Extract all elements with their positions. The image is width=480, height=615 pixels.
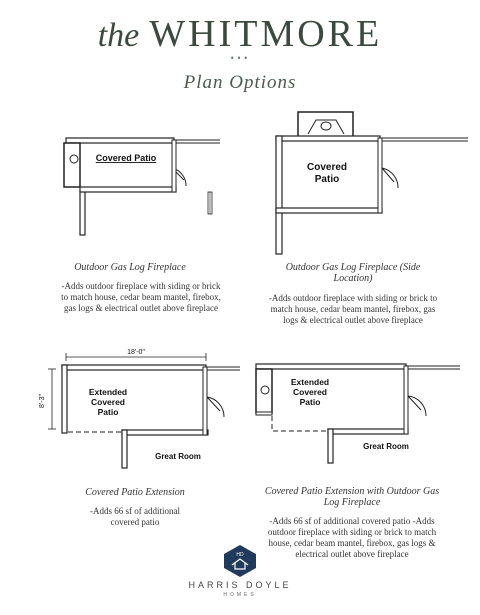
plan-option-3-room: Great Room <box>155 452 201 461</box>
plan-option-2-label-line1: Covered <box>306 162 348 173</box>
plan-option-1-label: Covered Patio <box>95 153 157 163</box>
title-ornament: ••• <box>229 54 251 63</box>
option-2-description: -Adds outdoor fireplace with siding or brick to match house, cedar beam mantel, firebox, gas logs & electrical outlet above fireplace <box>268 293 438 325</box>
title-prefix: the <box>97 17 140 54</box>
option-3-caption: Covered Patio Extension <box>85 487 185 498</box>
plan-option-4-room: Great Room <box>363 442 409 451</box>
option-4-caption: Covered Patio Extension with Outdoor Gas Log Fireplace <box>264 486 440 508</box>
plan-option-2-drawing <box>270 108 470 258</box>
plan-option-3-drawing <box>40 345 240 470</box>
option-4-description: -Adds 66 sf of additional covered patio -Adds outdoor fireplace with siding or brick to match house, cedar beam mantel, firebox, gas logs & electrical outlet above fireplace <box>267 516 437 559</box>
option-1-description: -Adds outdoor fireplace with siding or brick to match house, cedar beam mantel, firebox, gas logs & electrical outlet above fireplace <box>61 281 221 313</box>
plan-option-3-dim-depth: 8'-3" <box>39 394 46 408</box>
plan-option-3-dim-width: 18'-0" <box>127 349 145 356</box>
plan-option-3-label-line2: Covered <box>90 397 126 407</box>
logo-monogram: HD <box>236 552 244 558</box>
plan-option-1-drawing <box>60 128 225 238</box>
option-1-caption: Outdoor Gas Log Fireplace <box>74 262 186 273</box>
title-name: WHITMORE <box>149 13 383 55</box>
option-3-description: -Adds 66 sf of additional covered patio <box>90 506 180 527</box>
plan-option-2-label-line2: Patio <box>314 174 340 185</box>
option-2-caption: Outdoor Gas Log Fireplace (Side Location) <box>285 262 421 284</box>
page-subtitle: Plan Options <box>183 72 297 93</box>
plan-option-4-drawing <box>250 352 460 464</box>
brand-name: HARRIS DOYLE <box>188 580 292 590</box>
plan-option-4-label-line2: Covered <box>292 387 328 397</box>
plan-option-3-label-line3: Patio <box>97 407 119 417</box>
plan-option-4-label-line1: Extended <box>290 377 330 387</box>
plan-option-4-label-line3: Patio <box>299 397 321 407</box>
brand-logo <box>0 543 480 583</box>
plan-option-3-label-line1: Extended <box>88 387 128 397</box>
brand-sub: HOMES <box>223 592 257 598</box>
page-title <box>0 12 480 56</box>
house-monogram-icon <box>222 543 258 579</box>
